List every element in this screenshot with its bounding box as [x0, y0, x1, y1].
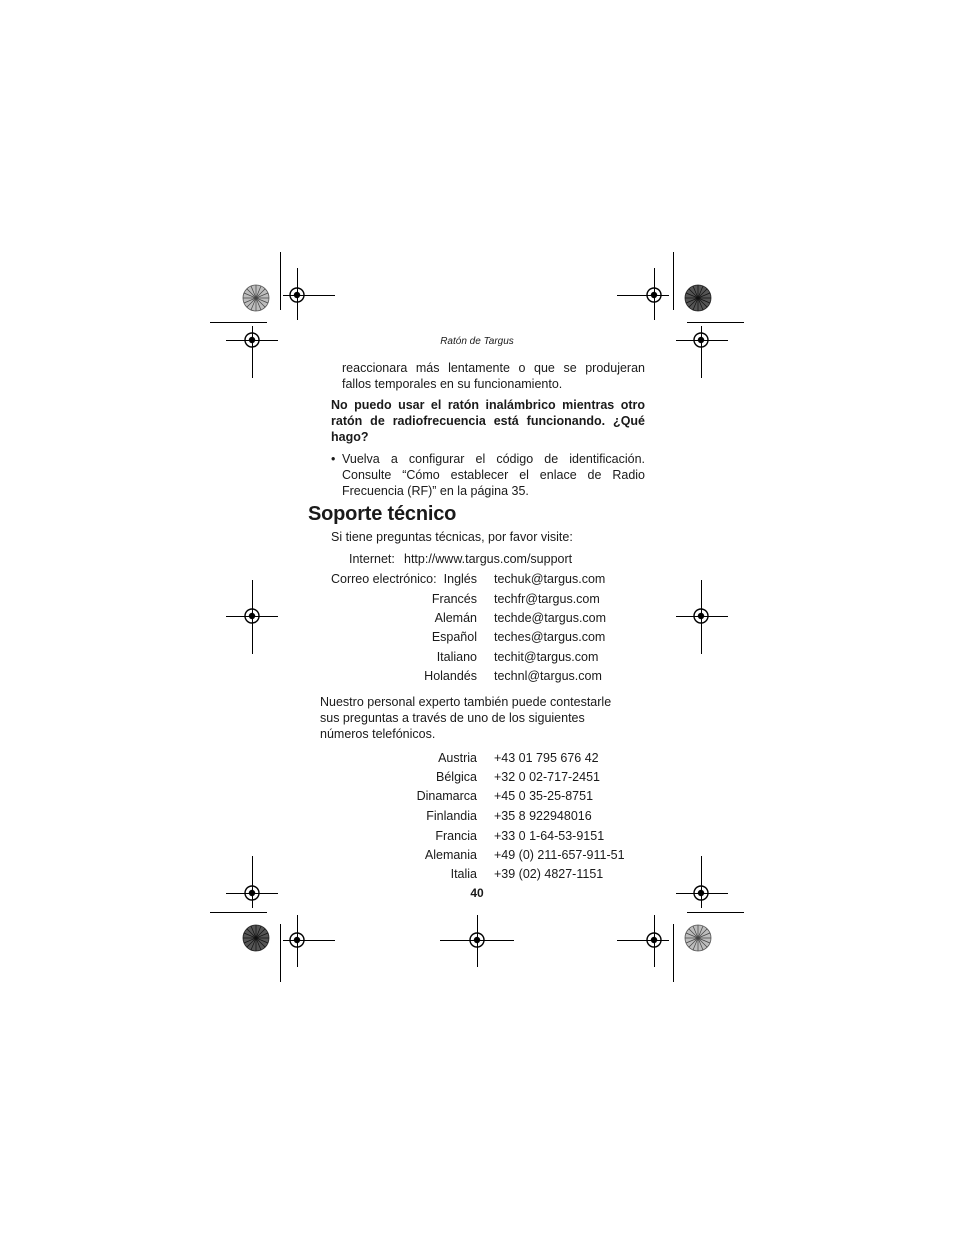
phone-intro-paragraph: Nuestro personal experto también puede contestarle sus preguntas a través de uno de los siguientes números telefónicos. [320, 695, 612, 741]
phone-number: +32 0 02-717-2451 [494, 770, 600, 784]
phone-country: Finlandia [426, 809, 477, 823]
email-language: Holandés [424, 669, 477, 683]
email-address-link[interactable]: technl@targus.com [494, 669, 602, 683]
registration-target-icon [286, 929, 308, 951]
phone-number: +49 (0) 211-657-911-51 [494, 848, 625, 862]
registration-target-icon [643, 284, 665, 306]
bullet-text: Vuelva a configurar el código de identificación. Consulte “Cómo establecer el enlace de Radio Frecuencia (RF)” en la página 35. [342, 452, 645, 498]
registration-target-icon [690, 329, 712, 351]
email-language: Español [431, 630, 477, 644]
registration-target-icon [286, 284, 308, 306]
star-target-light-icon [684, 924, 712, 952]
running-head: Ratón de Targus [440, 336, 514, 347]
phone-number: +35 8 922948016 [494, 809, 592, 823]
registration-target-icon [241, 329, 263, 351]
phone-country: Alemania [424, 848, 477, 862]
faq-answer-bullet [331, 451, 645, 499]
internet-label: Internet: [349, 552, 395, 566]
phone-country: Dinamarca [416, 789, 477, 803]
section-heading: Soporte técnico [308, 503, 457, 525]
email-label: Correo electrónico: [331, 572, 437, 586]
email-language: Inglés [443, 572, 477, 586]
phone-number: +33 0 1-64-53-9151 [494, 829, 605, 843]
bullet-marker: • [331, 452, 336, 466]
star-target-light-icon [242, 284, 270, 312]
email-language: Francés [431, 592, 477, 606]
star-target-dark-icon [684, 284, 712, 312]
email-address-link[interactable]: teches@targus.com [494, 630, 606, 644]
star-target-dark-icon [242, 924, 270, 952]
faq-question: No puedo usar el ratón inalámbrico mientras otro ratón de radiofrecuencia está funcionando. ¿Qué hago? [331, 398, 645, 444]
phone-number: +45 0 35-25-8751 [494, 789, 594, 803]
email-language: Italiano [436, 650, 477, 664]
page-number: 40 [470, 886, 484, 900]
phone-country: Italia [450, 867, 477, 881]
email-address-link[interactable]: techde@targus.com [494, 611, 607, 625]
registration-target-icon [241, 882, 263, 904]
registration-target-icon [690, 605, 712, 627]
phone-country: Francia [435, 829, 477, 843]
registration-target-icon [690, 882, 712, 904]
phone-number: +43 01 795 676 42 [494, 751, 599, 765]
email-address-link[interactable]: techuk@targus.com [494, 572, 606, 586]
support-url-link[interactable]: http://www.targus.com/support [404, 552, 573, 566]
email-address-link[interactable]: techfr@targus.com [494, 592, 600, 606]
registration-target-icon [643, 929, 665, 951]
continuation-paragraph: reaccionara más lentamente o que se produjeran fallos temporales en su funcionamiento. [342, 361, 645, 391]
email-address-link[interactable]: techit@targus.com [494, 650, 599, 664]
phone-country: Austria [438, 751, 477, 765]
phone-country: Bélgica [436, 770, 477, 784]
registration-target-icon [241, 605, 263, 627]
phone-number: +39 (02) 4827-1151 [494, 867, 604, 881]
registration-target-icon [466, 929, 488, 951]
support-intro: Si tiene preguntas técnicas, por favor visite: [331, 530, 573, 544]
email-language: Alemán [434, 611, 477, 625]
